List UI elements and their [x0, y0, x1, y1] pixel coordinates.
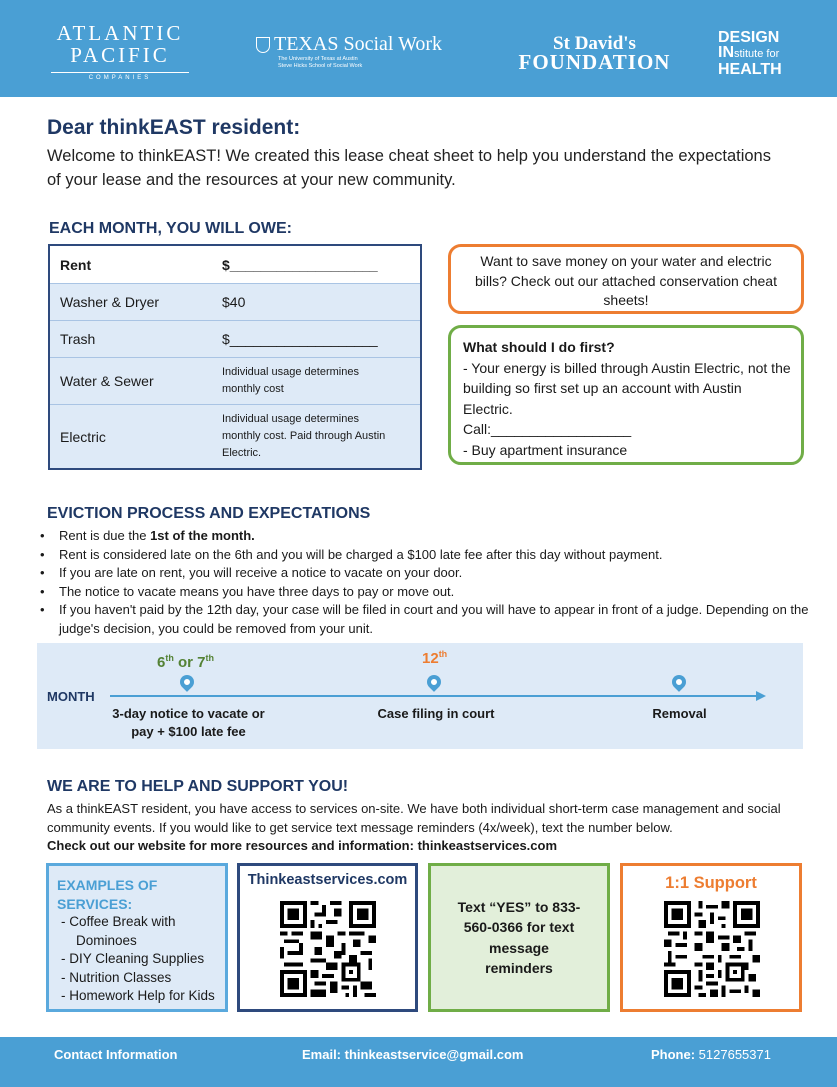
- design-institute-for-health-logo: [718, 30, 798, 77]
- item-text: Rent is due the: [59, 528, 151, 543]
- website-card[interactable]: [237, 863, 418, 1012]
- list-item: - Homework Help for Kids: [61, 988, 215, 1003]
- item-bold-text: 1st of the month.: [150, 528, 255, 543]
- shield-icon: [256, 37, 270, 53]
- logo-ap-line1: ATLANTIC: [56, 21, 184, 45]
- contact-heading: Contact Information: [54, 1047, 178, 1062]
- qr-code-icon[interactable]: [664, 901, 760, 997]
- page-title: Dear thinkEAST resident:: [47, 116, 301, 139]
- list-item: Dominoes: [76, 932, 137, 948]
- footer-bar: [0, 1037, 837, 1087]
- table-row: [50, 405, 420, 468]
- logo-tx-main: TEXAS Social Work: [274, 33, 443, 55]
- logo-ap-line2: PACIFIC: [70, 43, 170, 67]
- help-text: [47, 800, 807, 856]
- phone-number[interactable]: 5127655371: [698, 1047, 771, 1062]
- timeline-day-6-7: [157, 653, 214, 671]
- row-value: $___________________: [222, 256, 378, 273]
- logo-tx-sub1: The University of Texas at Austin: [278, 56, 358, 62]
- list-item: [40, 527, 820, 546]
- welcome-text: Welcome to thinkEAST! We created this lease cheat sheet to help you understand the expectations of your lease and the resources at your new community.: [47, 147, 771, 189]
- logo-di-line3: HEALTH: [718, 61, 782, 78]
- first-steps-title: What should I do first?: [463, 339, 615, 355]
- day-suffix: th: [165, 653, 174, 663]
- row-value: Individual usage determines monthly cost. Paid through Austin Electric.: [222, 413, 386, 459]
- email-label: Email:: [302, 1047, 345, 1062]
- timeline-label-court: Case filing in court: [377, 706, 495, 721]
- logo-sd-line2: FOUNDATION: [518, 50, 671, 74]
- list-item: • Rent is considered late on the 6th and you will be charged a $100 late fee after this day without payment.: [40, 546, 820, 565]
- services-examples-card: [46, 863, 228, 1012]
- arrow-right-icon: [756, 691, 766, 701]
- row-label: Trash: [60, 331, 96, 347]
- table-row: [50, 358, 420, 405]
- list-item: • If you are late on rent, you will receive a notice to vacate on your door.: [40, 564, 820, 583]
- row-label: Water & Sewer: [60, 373, 154, 389]
- logo-sd-line1: St David's: [553, 33, 636, 54]
- atlantic-pacific-logo: [46, 22, 194, 84]
- day-number: or 7: [173, 654, 206, 671]
- list-item: • If you haven't paid by the 12th day, your case will be filed in court and you will have to appear in front of a judge. Depending on the judge's decision, you could be removed from your unit.: [40, 601, 820, 638]
- row-value: Individual usage determines monthly cost: [222, 366, 359, 395]
- eviction-list: [40, 527, 820, 638]
- save-money-box: Want to save money on your water and electric bills? Check out our attached conservation cheat sheets!: [448, 244, 804, 314]
- row-value: $40: [222, 294, 246, 310]
- first-steps-box: [448, 325, 804, 465]
- header-banner: [0, 0, 837, 97]
- table-row: [50, 246, 420, 284]
- help-paragraph: As a thinkEAST resident, you have access to services on-site. We have both individual short-term case management and social community events. If you would like to get service text message reminders (4x/week), text the number below.: [47, 801, 781, 835]
- texas-social-work-logo: [256, 33, 471, 70]
- examples-title: EXAMPLES OF SERVICES:: [57, 877, 158, 912]
- day-number: 12: [422, 650, 439, 667]
- first-steps-line2: Call:__________________: [463, 421, 632, 437]
- help-section-title: WE ARE TO HELP AND SUPPORT YOU!: [47, 778, 349, 795]
- row-label: Washer & Dryer: [60, 294, 160, 310]
- map-pin-icon: [177, 672, 197, 692]
- timeline-label-removal: Removal: [652, 706, 707, 721]
- list-item: - Nutrition Classes: [61, 969, 172, 985]
- map-pin-icon: [424, 672, 444, 692]
- table-row: [50, 284, 420, 321]
- logo-di-line2b: stitute for: [734, 48, 780, 60]
- eviction-section-title: EVICTION PROCESS AND EXPECTATIONS: [47, 505, 371, 522]
- day-number: 6: [157, 654, 166, 671]
- timeline-day-12: [422, 649, 447, 667]
- row-label: Electric: [60, 428, 106, 445]
- list-item: - Coffee Break with: [61, 914, 176, 929]
- qr-code-icon[interactable]: [280, 901, 376, 997]
- owe-section-title: EACH MONTH, YOU WILL OWE:: [49, 220, 292, 237]
- logo-tx-sub2: Steve Hicks School of Social Work: [278, 63, 363, 69]
- email-contact[interactable]: [302, 1047, 524, 1062]
- timeline-axis-label: MONTH: [47, 689, 95, 704]
- phone-contact[interactable]: [651, 1047, 771, 1062]
- list-item: • The notice to vacate means you have three days to pay or move out.: [40, 583, 820, 602]
- logo-di-line1: DESIGN: [718, 29, 780, 46]
- logo-ap-sub: COMPANIES: [51, 72, 189, 81]
- text-reminder-card: [428, 863, 610, 1012]
- row-label: Rent: [60, 256, 92, 273]
- logo-di-line2a: IN: [718, 44, 734, 61]
- first-steps-line3: - Buy apartment insurance: [463, 441, 628, 458]
- day-suffix: th: [205, 653, 215, 663]
- table-row: [50, 321, 420, 358]
- website-title: Thinkeastservices.com: [247, 872, 408, 888]
- timeline-label-notice: 3-day notice to vacate or pay + $100 late fee: [112, 706, 265, 739]
- support-title: 1:1 Support: [665, 874, 757, 892]
- email-address[interactable]: thinkeastservice@gmail.com: [344, 1047, 524, 1062]
- row-value: $___________________: [222, 331, 378, 347]
- list-item: - DIY Cleaning Supplies: [61, 951, 205, 966]
- timeline-axis: [110, 695, 758, 697]
- day-suffix: th: [438, 649, 448, 659]
- one-on-one-support-card[interactable]: [620, 863, 802, 1012]
- first-steps-line1: - Your energy is billed through Austin Electric, not the building so first set up an account with Austin Electric.: [463, 359, 791, 417]
- help-website-line[interactable]: Check out our website for more resources and information: thinkeastservices.com: [47, 838, 558, 853]
- text-reminder-text: Text “YES” to 833-560-0366 for text message reminders: [457, 898, 581, 976]
- eviction-timeline: [37, 643, 803, 749]
- phone-label: Phone:: [651, 1047, 699, 1062]
- map-pin-icon: [669, 672, 689, 692]
- owe-table: [48, 244, 422, 470]
- st-davids-foundation-logo: [512, 34, 677, 72]
